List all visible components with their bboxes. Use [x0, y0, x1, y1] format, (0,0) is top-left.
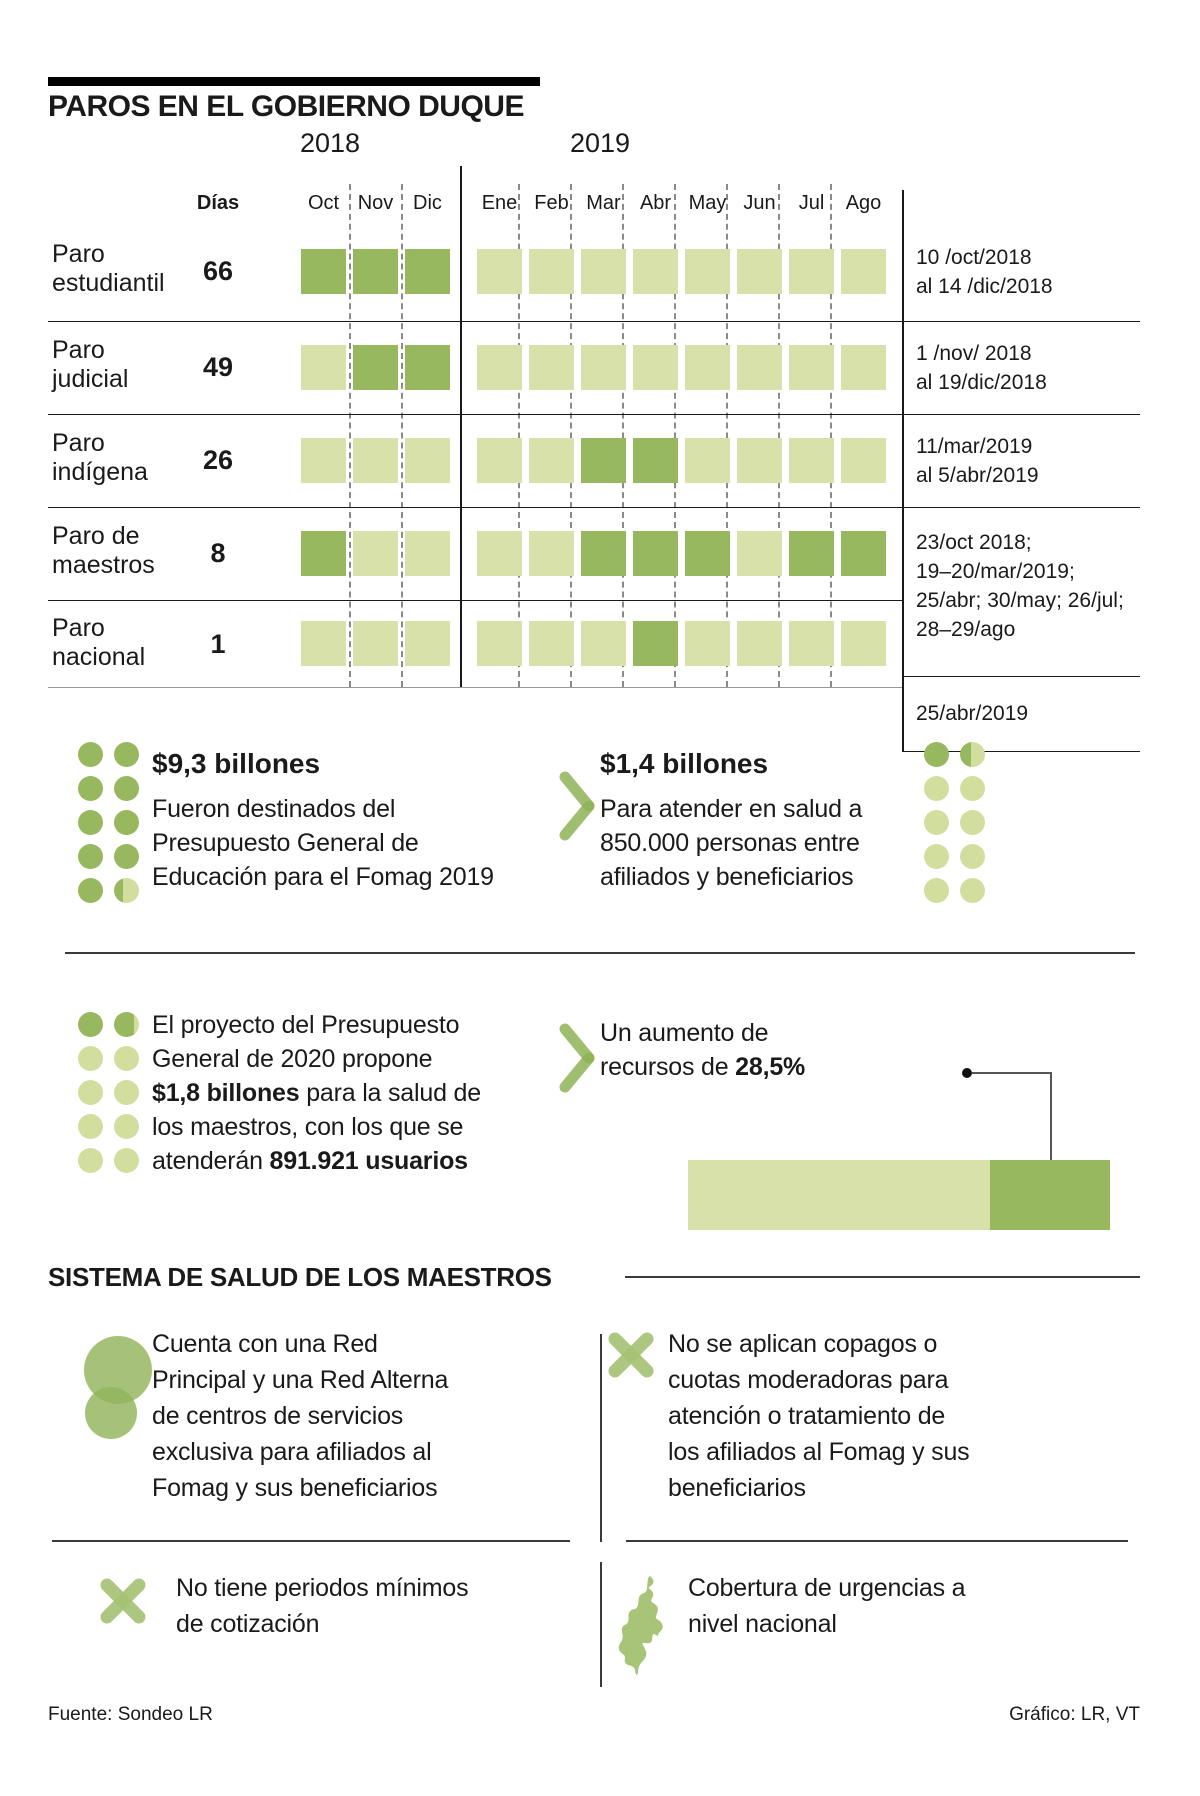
- row-separator: [48, 414, 1140, 415]
- text-line: 28–29/ago: [916, 618, 1016, 641]
- month-cell-strike: [353, 345, 398, 390]
- unit-dot: [114, 844, 139, 869]
- month-cell-empty: [529, 345, 574, 390]
- month-cell-strike: [353, 249, 398, 294]
- month-label: Mar: [586, 192, 621, 214]
- callout-line-horizontal: [972, 1072, 1050, 1074]
- month-cell-empty: [405, 621, 450, 666]
- unit-dot: [924, 776, 949, 801]
- text-line: No se aplican copagos o: [668, 1330, 938, 1358]
- date-column-border: [902, 190, 904, 751]
- unit-dot: [114, 878, 139, 903]
- unit-dot: [78, 844, 103, 869]
- text-line: 25/abr; 30/may; 26/jul;: [916, 589, 1124, 612]
- text-line: beneficiarios: [668, 1474, 806, 1502]
- unit-dot: [114, 776, 139, 801]
- label-line: maestros: [52, 551, 155, 579]
- month-cells-row: [301, 249, 886, 294]
- month-cell-empty: [581, 345, 626, 390]
- month-cell-strike: [685, 531, 730, 576]
- text-line: nivel nacional: [688, 1610, 837, 1638]
- month-cell-empty: [737, 621, 782, 666]
- month-cell-empty: [353, 621, 398, 666]
- month-cell-empty: [685, 345, 730, 390]
- month-cell-empty: [353, 531, 398, 576]
- month-cell-empty: [685, 249, 730, 294]
- text-rest: para la salud de: [299, 1079, 481, 1107]
- month-cell-strike: [633, 438, 678, 483]
- text-line: General de 2020 propone: [152, 1045, 433, 1073]
- unit-dot: [78, 1046, 103, 1071]
- bold-amount: $1,8 billones: [152, 1079, 300, 1107]
- label-line: judicial: [52, 365, 129, 393]
- text-line: Educación para el Fomag 2019: [152, 863, 494, 891]
- month-label: Nov: [357, 192, 394, 214]
- month-cell-empty: [633, 345, 678, 390]
- days-value: 8: [210, 538, 226, 568]
- month-cell-empty: [529, 621, 574, 666]
- no-periodos-text: [176, 1570, 468, 1642]
- label-line: indígena: [52, 458, 148, 486]
- text-line: Principal y una Red Alterna: [152, 1366, 449, 1394]
- year-divider-line: [460, 166, 462, 687]
- month-label: Jul: [798, 192, 825, 214]
- month-label: Jun: [743, 192, 776, 214]
- text-line: los afiliados al Fomag y sus: [668, 1438, 970, 1466]
- year-label-2019: 2019: [569, 128, 631, 158]
- date-box-line: [902, 676, 1140, 677]
- unit-dot: [114, 810, 139, 835]
- month-cell-empty: [633, 249, 678, 294]
- callout-dot: [962, 1068, 972, 1078]
- label-line: Paro: [52, 336, 105, 364]
- increase-bar: [688, 1160, 1110, 1230]
- month-cell-empty: [789, 345, 834, 390]
- column-divider: [600, 1562, 602, 1687]
- strike-dates: [916, 243, 1053, 301]
- unit-dot: [960, 878, 985, 903]
- label-line: estudiantil: [52, 269, 165, 297]
- text-line: exclusiva para afiliados al: [152, 1438, 432, 1466]
- text-line: 10 /oct/2018: [916, 246, 1032, 269]
- unit-dot: [78, 1012, 103, 1037]
- unit-dot: [78, 1148, 103, 1173]
- month-cell-empty: [477, 249, 522, 294]
- label-line: Paro de: [52, 522, 140, 550]
- graphic-credit: Gráfico: LR, VT: [1009, 1704, 1140, 1725]
- unit-dot: [924, 844, 949, 869]
- text-line: Cuenta con una Red: [152, 1330, 378, 1358]
- text-line: Un aumento de: [600, 1019, 769, 1047]
- year-label-2018: 2018: [299, 128, 361, 158]
- month-cell-empty: [789, 621, 834, 666]
- month-cell-empty: [405, 438, 450, 483]
- month-label: Oct: [307, 192, 340, 214]
- unit-dot: [78, 742, 103, 767]
- text-line: 19–20/mar/2019;: [916, 560, 1075, 583]
- strike-dates: [916, 339, 1047, 397]
- month-label: Abr: [639, 192, 672, 214]
- strike-row-label: [52, 336, 128, 394]
- month-label: Ago: [845, 192, 882, 214]
- text-line: 11/mar/2019: [916, 435, 1033, 458]
- unit-dot: [78, 810, 103, 835]
- row-separator: [48, 507, 1140, 508]
- unit-dot: [960, 742, 985, 767]
- x-mark-icon: [606, 1330, 656, 1385]
- text-line: Fomag y sus beneficiarios: [152, 1474, 438, 1502]
- row-separator: [48, 600, 902, 601]
- health-2019-text: [600, 792, 862, 894]
- text-line: 850.000 personas entre: [600, 829, 860, 857]
- text-line: los maestros, con los que se: [152, 1113, 464, 1141]
- days-value: 1: [210, 629, 226, 659]
- unit-dot: [78, 1080, 103, 1105]
- text-line: Fueron destinados del: [152, 795, 396, 823]
- chevron-right-icon: [558, 1022, 598, 1099]
- chevron-right-icon: [558, 770, 598, 847]
- health-2019-dots: [924, 742, 985, 903]
- health-2019-amount: $1,4 billones: [600, 748, 769, 779]
- text-line: de centros de servicios: [152, 1402, 404, 1430]
- days-value: 26: [202, 445, 234, 475]
- text-line: al 5/abr/2019: [916, 464, 1039, 487]
- month-label: Dic: [413, 192, 442, 214]
- month-cell-empty: [529, 438, 574, 483]
- budget-2019-text: [152, 792, 494, 894]
- strike-dates: [916, 699, 1028, 728]
- budget-2019-amount: $9,3 billones: [152, 748, 321, 779]
- month-cell-empty: [841, 249, 886, 294]
- text-rest: recursos de: [600, 1053, 736, 1081]
- text-line: al 14 /dic/2018: [916, 275, 1053, 298]
- row-separator: [48, 321, 1140, 322]
- unit-dot: [924, 810, 949, 835]
- text-line: al 19/dic/2018: [916, 371, 1047, 394]
- text-line: 23/oct 2018;: [916, 531, 1032, 554]
- month-cell-empty: [301, 438, 346, 483]
- section-heading: SISTEMA DE SALUD DE LOS MAESTROS: [48, 1262, 552, 1292]
- unit-dot: [114, 742, 139, 767]
- month-label: Feb: [534, 192, 569, 214]
- month-cell-empty: [529, 531, 574, 576]
- label-line: Paro: [52, 429, 105, 457]
- unit-dot: [78, 1114, 103, 1139]
- strike-row-label: [52, 614, 145, 672]
- increase-text: [600, 1016, 805, 1084]
- strike-row-label: [52, 240, 165, 298]
- x-mark-icon: [98, 1576, 148, 1631]
- month-cell-empty: [737, 345, 782, 390]
- month-cell-strike: [301, 531, 346, 576]
- month-cell-empty: [301, 345, 346, 390]
- budget-2020-text: [152, 1008, 481, 1178]
- page-title: PAROS EN EL GOBIERNO DUQUE: [48, 90, 524, 123]
- month-cell-empty: [789, 249, 834, 294]
- month-cell-strike: [789, 531, 834, 576]
- item-divider: [52, 1540, 570, 1542]
- text-rest: atenderán: [152, 1147, 270, 1175]
- month-cell-empty: [405, 531, 450, 576]
- unit-dot: [960, 844, 985, 869]
- month-cells-row: [301, 438, 886, 483]
- month-cell-empty: [581, 621, 626, 666]
- heading-rule: [625, 1276, 1140, 1278]
- callout-line-vertical: [1050, 1072, 1052, 1160]
- text-line: El proyecto del Presupuesto: [152, 1011, 460, 1039]
- text-line: [152, 1144, 481, 1178]
- month-cell-empty: [737, 531, 782, 576]
- month-cell-empty: [301, 621, 346, 666]
- month-cell-strike: [633, 531, 678, 576]
- days-value: 66: [202, 256, 234, 286]
- month-cell-empty: [477, 531, 522, 576]
- month-cell-empty: [529, 249, 574, 294]
- strike-dates: [916, 432, 1039, 490]
- month-cell-empty: [841, 438, 886, 483]
- month-cells-row: [301, 345, 886, 390]
- text-line: afiliados y beneficiarios: [600, 863, 854, 891]
- colombia-map-icon: [616, 1574, 672, 1681]
- red-principal-text: [152, 1326, 448, 1506]
- cobertura-text: [688, 1570, 965, 1642]
- unit-dot: [114, 1046, 139, 1071]
- network-circles-icon: [78, 1334, 158, 1451]
- section-divider: [65, 952, 1135, 954]
- unit-dot: [114, 1012, 139, 1037]
- month-label: May: [688, 192, 727, 214]
- month-cell-empty: [581, 249, 626, 294]
- unit-dot: [924, 742, 949, 767]
- text-line: 1 /nov/ 2018: [916, 342, 1032, 365]
- bar-base-segment: [688, 1160, 990, 1230]
- bold-amount: 891.921 usuarios: [269, 1147, 468, 1175]
- month-cell-empty: [841, 621, 886, 666]
- text-line: de cotización: [176, 1610, 320, 1638]
- budget-2019-dots: [78, 742, 139, 903]
- source-credit: Fuente: Sondeo LR: [48, 1704, 213, 1725]
- text-line: atención o tratamiento de: [668, 1402, 946, 1430]
- text-line: 25/abr/2019: [916, 702, 1029, 725]
- month-cell-empty: [841, 345, 886, 390]
- strike-row-label: [52, 429, 148, 487]
- month-cell-strike: [301, 249, 346, 294]
- unit-dot: [924, 878, 949, 903]
- month-cell-empty: [477, 345, 522, 390]
- days-column-header: Días: [196, 192, 240, 214]
- unit-dot: [114, 1080, 139, 1105]
- month-cells-row: [301, 531, 886, 576]
- no-copagos-text: [668, 1326, 969, 1506]
- days-value: 49: [202, 352, 234, 382]
- bar-increase-segment: [990, 1160, 1110, 1230]
- strike-dates: [916, 528, 1124, 644]
- unit-dot: [78, 776, 103, 801]
- month-cell-empty: [353, 438, 398, 483]
- title-rule: [48, 77, 540, 86]
- unit-dot: [114, 1114, 139, 1139]
- strike-row-label: [52, 522, 155, 580]
- month-cell-strike: [405, 249, 450, 294]
- month-label: Ene: [481, 192, 518, 214]
- month-cell-strike: [405, 345, 450, 390]
- text-line: [152, 1076, 481, 1110]
- unit-dot: [78, 878, 103, 903]
- month-header-row: [301, 192, 886, 215]
- month-cell-empty: [477, 621, 522, 666]
- month-cell-strike: [581, 438, 626, 483]
- month-cell-empty: [685, 621, 730, 666]
- month-cell-empty: [737, 438, 782, 483]
- text-line: [600, 1050, 805, 1084]
- month-cell-empty: [737, 249, 782, 294]
- increase-value: 28,5%: [735, 1053, 806, 1081]
- column-divider: [600, 1334, 602, 1542]
- text-line: Presupuesto General de: [152, 829, 419, 857]
- table-bottom-line: [48, 687, 902, 688]
- label-line: Paro: [52, 614, 105, 642]
- unit-dot: [960, 776, 985, 801]
- item-divider: [626, 1540, 1128, 1542]
- month-cells-row: [301, 621, 886, 666]
- month-cell-strike: [581, 531, 626, 576]
- month-cell-empty: [685, 438, 730, 483]
- month-cell-empty: [477, 438, 522, 483]
- text-line: Para atender en salud a: [600, 795, 863, 823]
- label-line: nacional: [52, 643, 146, 671]
- unit-dot: [114, 1148, 139, 1173]
- month-cell-strike: [633, 621, 678, 666]
- label-line: Paro: [52, 240, 105, 268]
- month-cell-strike: [841, 531, 886, 576]
- unit-dot: [960, 810, 985, 835]
- text-line: Cobertura de urgencias a: [688, 1574, 966, 1602]
- text-line: cuotas moderadoras para: [668, 1366, 949, 1394]
- budget-2020-dots: [78, 1012, 139, 1173]
- text-line: No tiene periodos mínimos: [176, 1574, 469, 1602]
- month-cell-empty: [789, 438, 834, 483]
